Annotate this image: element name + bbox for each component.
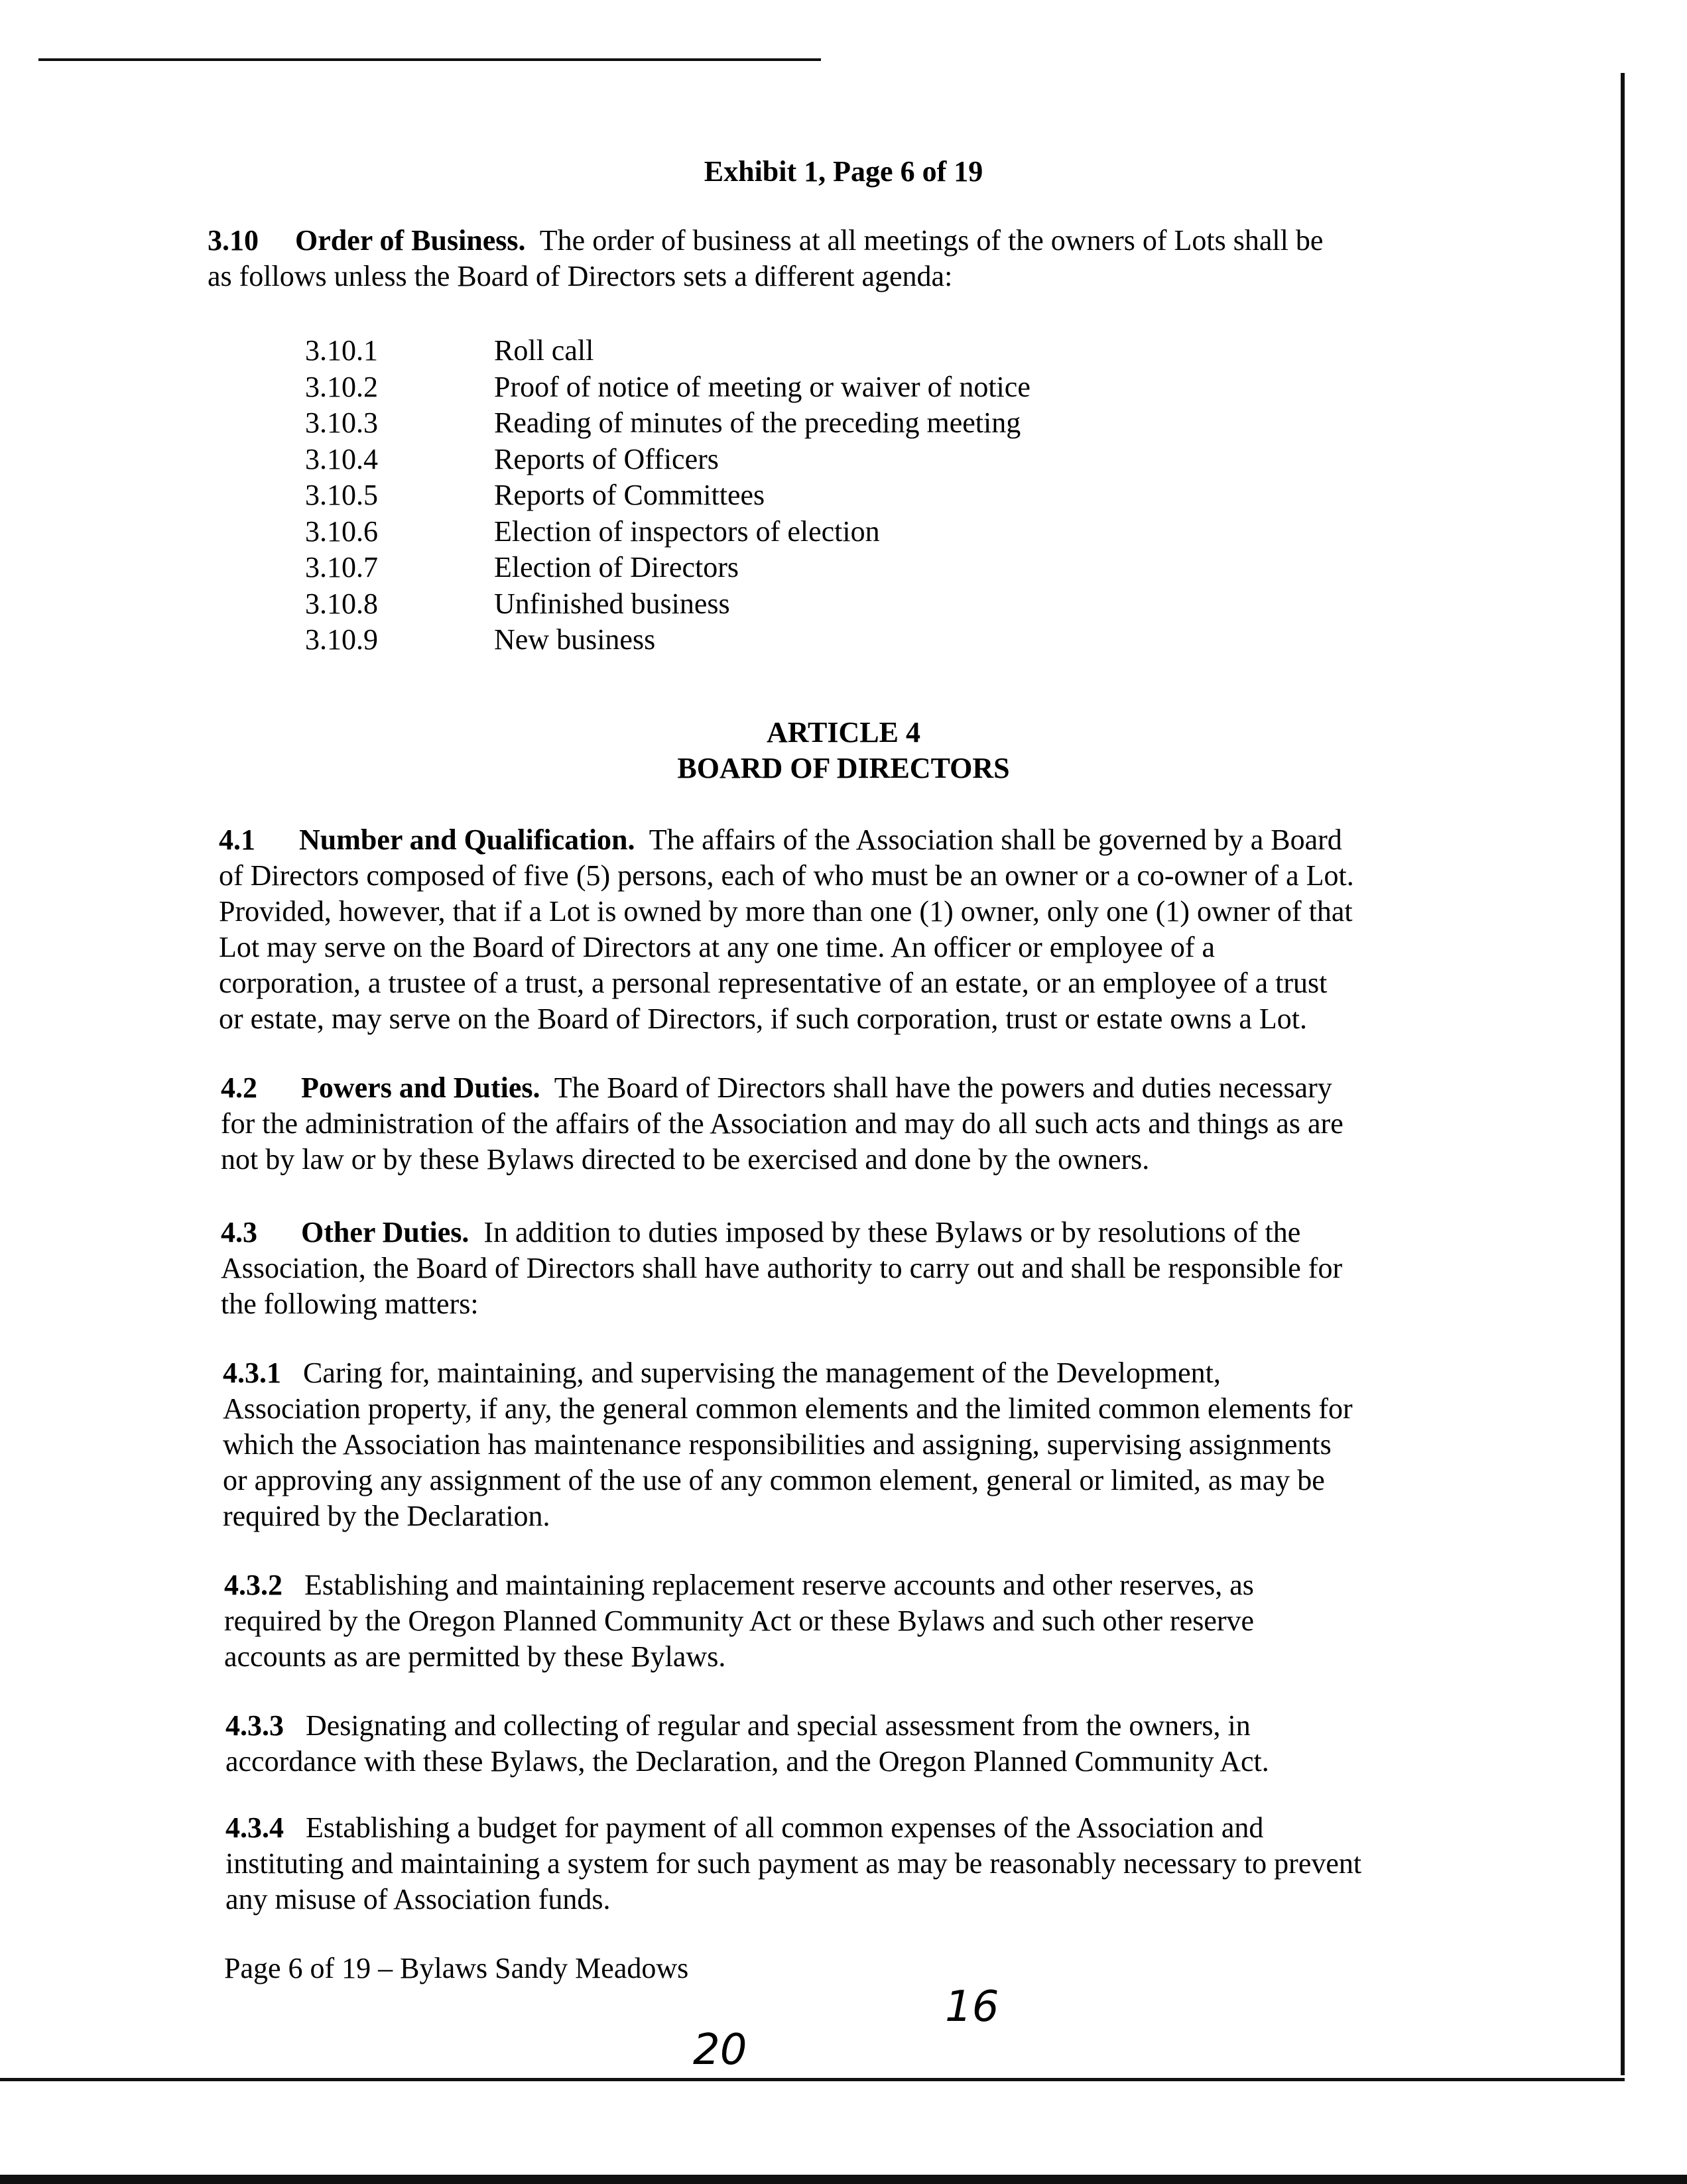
agenda-number: 3.10.9 xyxy=(305,623,378,656)
paragraph-line xyxy=(225,1810,1361,1846)
agenda-text: Unfinished business xyxy=(494,587,730,620)
section-text: The order of business at all meetings of the owners of Lots shall be xyxy=(539,224,1324,257)
section-4-3-1 xyxy=(223,1355,1353,1534)
agenda-number: 3.10.4 xyxy=(305,442,378,475)
section-number: 4.3.3 xyxy=(225,1709,284,1742)
paragraph-line: or approving any assignment of the use of any common element, general or limited, as may be xyxy=(223,1464,1325,1496)
list-item xyxy=(305,622,1031,658)
list-item xyxy=(305,477,1031,514)
section-number: 4.3 xyxy=(221,1216,257,1248)
paragraph-line: the following matters: xyxy=(221,1288,479,1320)
list-item xyxy=(305,369,1031,406)
paragraph-line xyxy=(223,1355,1353,1391)
paragraph-line: not by law or by these Bylaws directed to be exercised and done by the owners. xyxy=(221,1143,1150,1176)
list-item xyxy=(305,442,1031,478)
section-text: Designating and collecting of regular and special assessment from the owners, in xyxy=(306,1709,1251,1742)
section-4-3 xyxy=(221,1215,1342,1322)
section-4-1 xyxy=(219,822,1354,1037)
agenda-text: Election of Directors xyxy=(494,551,739,583)
paragraph-line xyxy=(221,1070,1343,1106)
paragraph-line: Provided, however, that if a Lot is owned by more than one (1) owner, only one (1) owner of that xyxy=(219,895,1353,928)
paragraph-line: Lot may serve on the Board of Directors at any one time. An officer or employee of a xyxy=(219,931,1216,963)
paragraph-line: accounts as are permitted by these Bylaws. xyxy=(224,1640,726,1673)
agenda-text: Proof of notice of meeting or waiver of notice xyxy=(494,370,1031,403)
article-title: BOARD OF DIRECTORS xyxy=(677,752,1010,784)
section-text: Establishing a budget for payment of all common expenses of the Association and xyxy=(306,1811,1264,1844)
exhibit-heading: Exhibit 1, Page 6 of 19 xyxy=(704,155,983,188)
agenda-number: 3.10.7 xyxy=(305,551,378,583)
agenda-text: Roll call xyxy=(494,334,594,367)
paragraph-line: required by the Declaration. xyxy=(223,1500,550,1532)
handwritten-number: 20 xyxy=(693,2026,747,2075)
paragraph-line: Association property, if any, the general common elements and the limited common elements for xyxy=(223,1392,1353,1425)
paragraph-line: corporation, a trustee of a trust, a personal representative of an estate, or an employee of a trust xyxy=(219,967,1328,999)
section-text: The Board of Directors shall have the powers and duties necessary xyxy=(554,1071,1332,1104)
agenda-number: 3.10.2 xyxy=(305,370,378,403)
agenda-text: Election of inspectors of election xyxy=(494,515,880,548)
section-3-10-line-2: as follows unless the Board of Directors sets a different agenda: xyxy=(208,260,953,292)
paragraph-line: required by the Oregon Planned Community Act or these Bylaws and such other reserve xyxy=(224,1605,1255,1637)
agenda-number: 3.10.3 xyxy=(305,406,378,439)
paragraph-line xyxy=(221,1215,1342,1250)
section-4-3-2 xyxy=(224,1567,1254,1675)
top-rule xyxy=(38,58,821,61)
bottom-rule xyxy=(0,2078,1625,2081)
list-item xyxy=(305,405,1031,442)
section-text: The affairs of the Association shall be governed by a Board xyxy=(649,823,1342,856)
agenda-text: Reports of Committees xyxy=(494,479,765,511)
paragraph-line: instituting and maintaining a system for such payment as may be reasonably necessary to prevent xyxy=(225,1847,1362,1880)
list-item xyxy=(305,586,1031,623)
paragraph-line: of Directors composed of five (5) persons, each of who must be an owner or a co-owner of a Lot. xyxy=(219,859,1354,892)
section-text: Establishing and maintaining replacement reserve accounts and other reserves, as xyxy=(304,1569,1254,1601)
agenda-text: Reports of Officers xyxy=(494,442,719,475)
paragraph-line: any misuse of Association funds. xyxy=(225,1883,611,1915)
section-number: 4.3.1 xyxy=(223,1357,281,1389)
section-title: Number and Qualification. xyxy=(299,823,635,856)
agenda-text: New business xyxy=(494,623,656,656)
page-footer: Page 6 of 19 – Bylaws Sandy Meadows xyxy=(224,1952,689,1984)
agenda-number: 3.10.1 xyxy=(305,334,378,367)
paragraph-line: for the administration of the affairs of the Association and may do all such acts and things as are xyxy=(221,1107,1343,1140)
handwritten-number: 16 xyxy=(945,1982,999,2032)
agenda-number: 3.10.8 xyxy=(305,587,378,620)
footer-edge xyxy=(0,2175,1687,2184)
section-number: 3.10 xyxy=(208,224,259,257)
article-heading xyxy=(0,715,1687,786)
agenda-text: Reading of minutes of the preceding meeting xyxy=(494,406,1021,439)
paragraph-line: which the Association has maintenance responsibilities and assigning, supervising assignments xyxy=(223,1428,1332,1461)
paragraph-line xyxy=(219,822,1354,858)
list-item xyxy=(305,550,1031,586)
section-number: 4.3.2 xyxy=(224,1569,282,1601)
paragraph-line xyxy=(225,1708,1269,1744)
section-3-10-line-1 xyxy=(208,223,1323,259)
paragraph-line: Association, the Board of Directors shall have authority to carry out and shall be responsible for xyxy=(221,1252,1343,1284)
section-4-3-3 xyxy=(225,1708,1269,1780)
right-border xyxy=(1621,73,1625,2075)
article-label: ARTICLE 4 xyxy=(767,716,920,749)
agenda-list xyxy=(305,333,1031,658)
list-item xyxy=(305,333,1031,369)
agenda-number: 3.10.6 xyxy=(305,515,378,548)
section-3-10 xyxy=(208,223,1323,294)
paragraph-line xyxy=(224,1567,1254,1603)
section-title: Other Duties. xyxy=(301,1216,469,1248)
section-text: Caring for, maintaining, and supervising the management of the Development, xyxy=(303,1357,1221,1389)
agenda-number: 3.10.5 xyxy=(305,479,378,511)
list-item xyxy=(305,514,1031,550)
section-number: 4.3.4 xyxy=(225,1811,284,1844)
section-4-2 xyxy=(221,1070,1343,1178)
section-title: Order of Business. xyxy=(295,224,526,257)
section-title: Powers and Duties. xyxy=(301,1071,540,1104)
section-text: In addition to duties imposed by these Bylaws or by resolutions of the xyxy=(483,1216,1301,1248)
section-4-3-4 xyxy=(225,1810,1361,1917)
section-number: 4.2 xyxy=(221,1071,257,1104)
paragraph-line: or estate, may serve on the Board of Directors, if such corporation, trust or estate owns a Lot. xyxy=(219,1002,1307,1035)
paragraph-line: accordance with these Bylaws, the Declaration, and the Oregon Planned Community Act. xyxy=(225,1745,1269,1778)
section-number: 4.1 xyxy=(219,823,255,856)
